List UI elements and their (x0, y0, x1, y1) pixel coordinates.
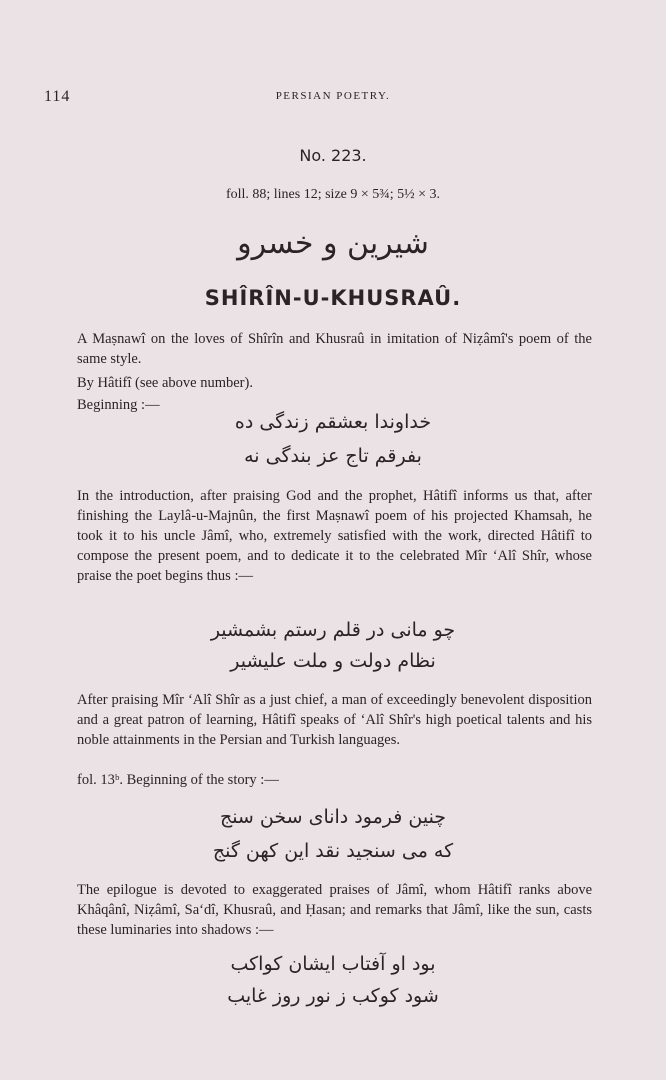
epilogue-paragraph: The epilogue is devoted to exaggerated praises of Jâmî, whom Hâtifî ranks above Khâqânî, Niẓâmî, Saʻdî, Khusraû, and Ḥasan; and remarks that Jâmî, like the sun, casts these luminaries into shadows :— (77, 882, 592, 938)
introduction-paragraph: In the introduction, after praising God and the prophet, Hâtifî informs us that, after finishing the Laylâ-u-Majnûn, the first Maṣnawî poem of his projected Khamsah, he took it to his uncle Jâmî, who, extremely satisfied with the work, directed Hâtifî to compose the present poem, and to dedicate it to the celebrated Mîr ʻAlî Shîr, whose praise the poet begins thus :— (77, 488, 592, 584)
author-line: By Hâtifî (see above number). (77, 375, 253, 391)
collation-line: foll. 88; lines 12; size 9 × 5¾; 5½ × 3. (225, 187, 441, 202)
praise-paragraph: After praising Mîr ʻAlî Shîr as a just chief, a man of exceedingly benevolent disposition and a great patron of learning, Hâtifî speaks of ʻAlî Shîr's high poetical talents and his noble attainments in the Persian and Turkish languages. (77, 692, 592, 748)
running-head: PERSIAN POETRY. (275, 90, 391, 102)
fol-line: fol. 13ᵇ. Beginning of the story :— (77, 772, 279, 788)
entry-number: No. 223. (299, 146, 367, 165)
verse-3-line-2: که می سنجید نقد این کهن گنج (212, 840, 454, 862)
page-number: 114 (44, 88, 71, 105)
verse-4-line-2: شود کوکب ز نور روز غایب (227, 985, 439, 1007)
verse-3-line-1: چنین فرمود دانای سخن سنج (219, 806, 447, 828)
work-title: SHÎRÎN-U-KHUSRAÛ. (204, 286, 462, 310)
verse-4-line-1: بود او آفتاب ایشان کواکب (230, 953, 436, 975)
verse-2-line-2: نظام دولت و ملت علیشیر (230, 650, 436, 672)
intro-paragraph: A Maṣnawî on the loves of Shîrîn and Khusraû in imitation of Niẓâmî's poem of the same style. (77, 331, 592, 367)
verse-1-line-2: بفرقم تاج عز بندگی نه (244, 445, 422, 467)
persian-title: شیرین و خسرو (237, 226, 429, 261)
beginning-label: Beginning :— (77, 397, 160, 413)
verse-1-line-1: خداوندا بعشقم زندگی ده (234, 411, 432, 433)
verse-2-line-1: چو مانی در قلم رستم بشمشیر (210, 619, 456, 641)
